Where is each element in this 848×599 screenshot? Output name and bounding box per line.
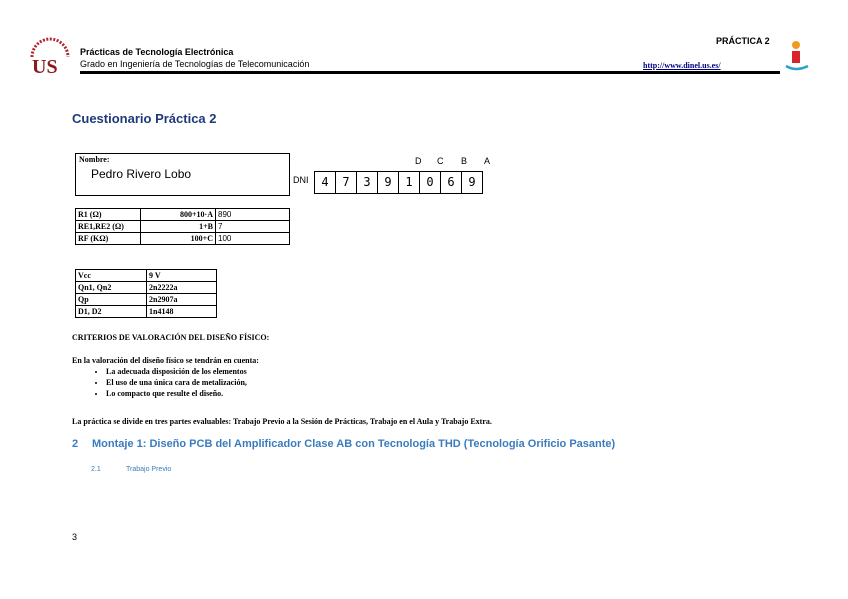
subsection-number: 2.1 — [91, 466, 101, 473]
component-name: Vcc — [76, 270, 147, 282]
page-number: 3 — [72, 532, 78, 542]
resistor-formula: 1+B — [141, 221, 216, 233]
component-value: 2n2907a — [147, 294, 217, 306]
resistor-name: RF (KΩ) — [76, 233, 141, 245]
dni-digit: 3 — [357, 172, 378, 193]
resistor-name: RE1,RE2 (Ω) — [76, 221, 141, 233]
dni-digits — [314, 171, 483, 194]
dinel-link[interactable]: http://www.dinel.us.es/ — [643, 61, 721, 70]
table-row — [76, 209, 290, 221]
list-item: • Lo compacto que resulte el diseño. — [106, 388, 247, 399]
components-table — [75, 269, 217, 318]
table-row — [76, 270, 217, 282]
dni-digit: 9 — [462, 172, 483, 193]
logo-letters: US — [32, 56, 58, 77]
practica-label: PRÁCTICA 2 — [716, 36, 770, 46]
subsection-title: Trabajo Previo — [126, 466, 172, 473]
resistor-formula: 800+10·A — [141, 209, 216, 221]
resistor-value: 890 — [216, 209, 290, 221]
page-title: Cuestionario Práctica 2 — [72, 111, 217, 126]
table-row — [76, 306, 217, 318]
dni-digit: 7 — [336, 172, 357, 193]
header-divider — [80, 71, 780, 74]
component-value: 9 V — [147, 270, 217, 282]
component-name: Qn1, Qn2 — [76, 282, 147, 294]
dinel-icon — [784, 40, 812, 74]
dni-digit: 0 — [420, 172, 441, 193]
name-label: Nombre: — [79, 155, 110, 164]
course-title: Prácticas de Tecnología Electrónica — [80, 47, 234, 57]
component-value: 1n4148 — [147, 306, 217, 318]
dni-letter: C — [437, 156, 444, 166]
criteria-list — [78, 366, 247, 399]
criteria-heading: CRITERIOS DE VALORACIÓN DEL DISEÑO FÍSICO: — [72, 333, 270, 342]
resistor-table — [75, 208, 290, 245]
section-number: 2 — [72, 438, 79, 450]
criteria-intro: En la valoración del diseño físico se tendrán en cuenta: — [72, 356, 259, 365]
resistor-value: 100 — [216, 233, 290, 245]
university-logo — [26, 37, 74, 77]
dni-digit: 1 — [399, 172, 420, 193]
component-value: 2n2222a — [147, 282, 217, 294]
component-name: Qp — [76, 294, 147, 306]
degree-title: Grado en Ingeniería de Tecnologías de Telecomunicación — [80, 59, 310, 69]
component-name: D1, D2 — [76, 306, 147, 318]
section-title: Montaje 1: Diseño PCB del Amplificador Clase AB con Tecnología THD (Tecnología Orificio Pasante) — [92, 438, 616, 450]
list-item: • El uso de una única cara de metalización, — [106, 377, 247, 388]
dni-letter: D — [415, 156, 422, 166]
dni-digit: 6 — [441, 172, 462, 193]
resistor-name: R1 (Ω) — [76, 209, 141, 221]
table-row — [76, 282, 217, 294]
list-item: • La adecuada disposición de los elementos — [106, 366, 247, 377]
dni-letter-row — [412, 156, 498, 168]
parts-text: La práctica se divide en tres partes evaluables: Trabajo Previo a la Sesión de Prácticas, Trabajo en el Aula y Trabajo Extra. — [72, 417, 492, 426]
resistor-value: 7 — [216, 221, 290, 233]
table-row — [76, 233, 290, 245]
dni-digit: 4 — [315, 172, 336, 193]
dni-label: DNI — [293, 175, 309, 185]
dni-digit: 9 — [378, 172, 399, 193]
table-row — [76, 294, 217, 306]
resistor-formula: 100+C — [141, 233, 216, 245]
dni-letter: B — [461, 156, 468, 166]
dni-letter: A — [484, 156, 491, 166]
name-value: Pedro Rivero Lobo — [91, 167, 192, 181]
table-row — [76, 221, 290, 233]
